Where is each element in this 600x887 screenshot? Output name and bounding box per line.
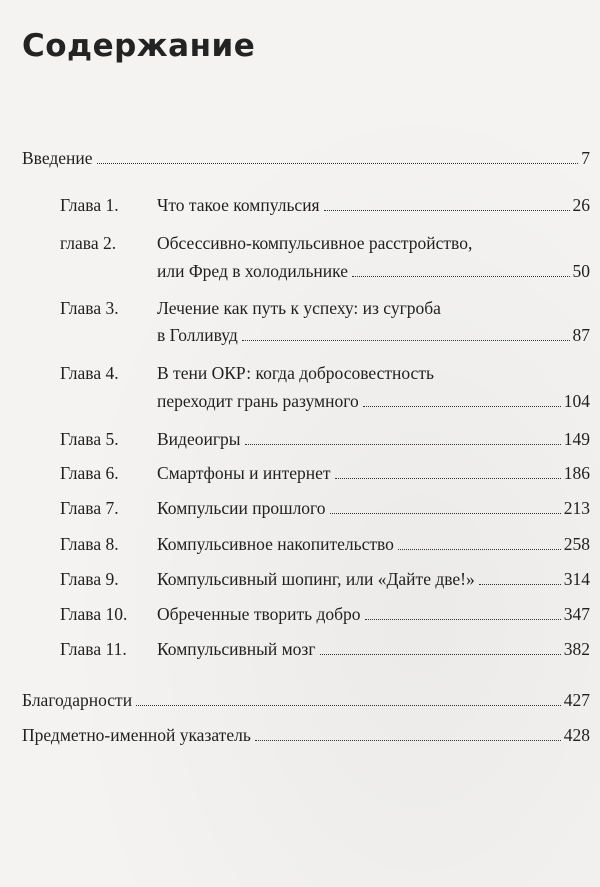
toc-entry-chapter-6[interactable] [157,462,590,484]
leader-dots [136,705,561,706]
toc-entry-acknowledgements[interactable] [22,689,590,711]
chapter-label: Глава 11. [60,639,127,659]
toc-entry-title-line: Обсессивно-компульсивное расстройство, [157,233,473,253]
leader-dots [365,619,561,620]
toc-entry-chapter-7[interactable] [157,497,590,519]
toc-entry-page: 427 [563,690,590,710]
chapter-label: глава 2. [60,233,117,253]
page-title: Содержание [22,28,256,64]
toc-entry-chapter-1[interactable] [157,194,590,216]
leader-dots [245,444,561,445]
toc-entry-page: 104 [563,391,590,411]
toc-entry-page: 7 [581,148,590,168]
toc-entry-chapter-8[interactable] [157,533,590,555]
toc-entry-chapter-5[interactable] [157,428,590,450]
leader-dots [335,478,561,479]
toc-entry-title: Компульсивный мозг [157,639,316,659]
toc-entry-chapter-3[interactable] [157,324,590,346]
toc-entry-page: 26 [572,195,590,215]
leader-dots [320,654,561,655]
toc-entry-page: 186 [563,463,590,483]
toc-entry-title: Что такое компульсия [157,195,320,215]
toc-entry-title: Благодарности [22,690,133,710]
toc-entry-page: 213 [563,498,590,518]
toc-entry-page: 314 [563,569,590,589]
toc-entry-title: переходит грань разумного [157,391,359,411]
chapter-label: Глава 5. [60,429,119,449]
leader-dots [363,406,561,407]
toc-entry-chapter-4[interactable] [157,390,590,412]
chapter-label: Глава 8. [60,534,119,554]
toc-entry-title: Смартфоны и интернет [157,463,331,483]
leader-dots [398,549,561,550]
toc-entry-title: Видеоигры [157,429,241,449]
toc-entry-chapter-2[interactable] [157,260,590,282]
leader-dots [352,276,570,277]
toc-entry-page: 347 [563,604,590,624]
leader-dots [324,210,570,211]
toc-entry-title: Предметно-именной указатель [22,725,251,745]
toc-entry-chapter-9[interactable] [157,568,590,590]
toc-entry-title: Введение [22,148,93,168]
chapter-label: Глава 9. [60,569,119,589]
toc-entry-chapter-10[interactable] [157,603,590,625]
chapter-label: Глава 7. [60,498,119,518]
leader-dots [330,513,561,514]
toc-entry-title: Компульсивное накопительство [157,534,394,554]
toc-entry-page: 428 [563,725,590,745]
chapter-label: Глава 10. [60,604,128,624]
toc-entry-chapter-11[interactable] [157,638,590,660]
toc-entry-page: 382 [563,639,590,659]
chapter-label: Глава 6. [60,463,119,483]
toc-entry-page: 87 [572,325,590,345]
chapter-label: Глава 3. [60,298,119,318]
toc-entry-page: 258 [563,534,590,554]
toc-entry-title-line: Лечение как путь к успеху: из сугроба [157,298,441,318]
toc-entry-page: 50 [572,261,590,281]
chapter-label: Глава 1. [60,195,119,215]
toc-entry-title: Компульсивный шопинг, или «Дайте две!» [157,569,475,589]
toc-entry-index[interactable] [22,724,590,746]
toc-entry-title: Компульсии прошлого [157,498,326,518]
leader-dots [255,740,561,741]
toc-entry-title: или Фред в холодильнике [157,261,348,281]
toc-entry-page: 149 [563,429,590,449]
leader-dots [242,340,570,341]
toc-entry-title-line: В тени ОКР: когда добросовестность [157,363,434,383]
toc-entry-intro[interactable] [22,147,590,169]
toc-entry-title: Обреченные творить добро [157,604,361,624]
chapter-label: Глава 4. [60,363,119,383]
leader-dots [479,584,561,585]
toc-entry-title: в Голливуд [157,325,238,345]
leader-dots [97,163,579,164]
